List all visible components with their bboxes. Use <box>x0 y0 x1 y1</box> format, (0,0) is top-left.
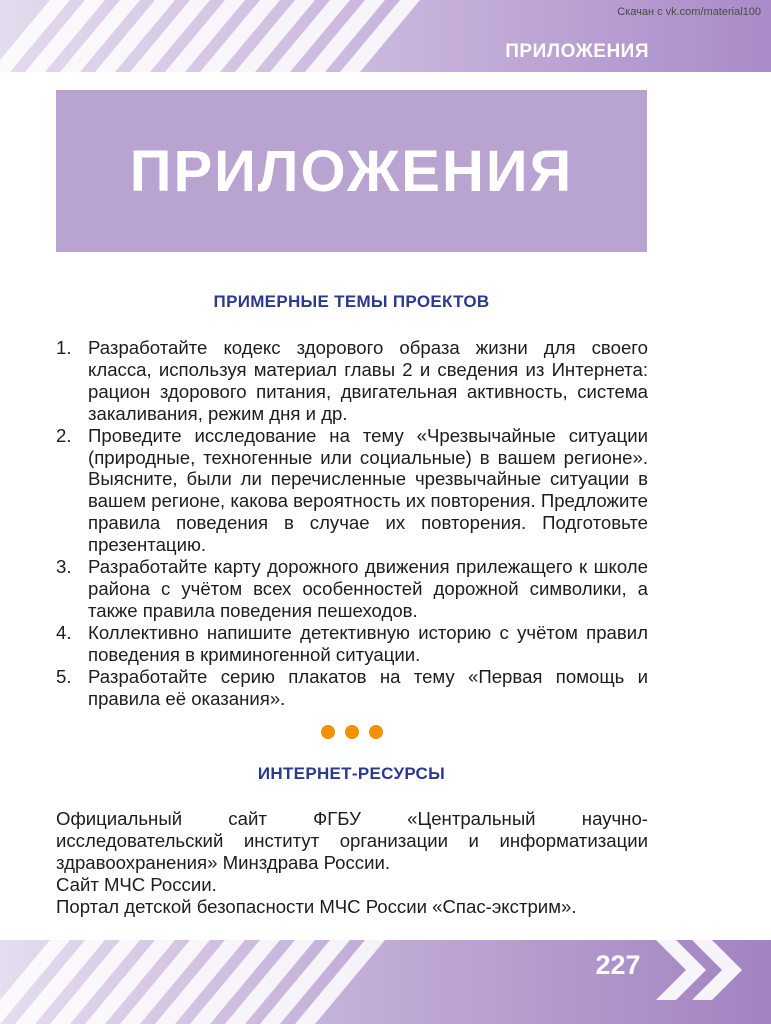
list-item <box>56 556 648 622</box>
item-number: 2. <box>56 424 72 446</box>
list-item <box>56 666 648 710</box>
projects-list <box>56 337 648 709</box>
double-chevron-right-icon <box>652 928 752 1012</box>
page-title: ПРИЛОЖЕНИЯ <box>129 138 574 204</box>
watermark-text: Скачан с vk.com/material100 <box>617 6 761 18</box>
item-text: Проведите исследование на тему «Чрезвычайные ситуации (природные, техногенные или социальные) в вашем регионе». Выясните, были ли перечисленные чрезвычайные ситуации в вашем регионе, какова вероятность их повторения. Предложите правила поведения в случае их повторения. Подготовьте презентацию. <box>88 424 648 556</box>
list-item <box>56 622 648 666</box>
list-item <box>56 337 648 425</box>
list-item <box>56 425 648 556</box>
resource-item: Сайт МЧС России. <box>56 874 217 895</box>
item-text: Коллективно напишите детективную историю с учётом правил поведения в криминогенной ситуации. <box>88 621 648 665</box>
title-banner <box>56 90 647 252</box>
section-label: ПРИЛОЖЕНИЯ <box>505 41 649 62</box>
dot-icon <box>345 725 359 739</box>
page-number: 227 <box>595 950 641 980</box>
dot-icon <box>321 725 335 739</box>
resources-heading: ИНТЕРНЕТ-РЕСУРСЫ <box>257 764 446 783</box>
resources-list <box>56 808 648 918</box>
item-number: 4. <box>56 621 72 643</box>
resource-item: Официальный сайт ФГБУ «Центральный научно-исследовательский институт организации и информатизации здравоохранения» Минздрава России. <box>56 808 648 873</box>
dot-icon <box>369 725 383 739</box>
projects-heading: ПРИМЕРНЫЕ ТЕМЫ ПРОЕКТОВ <box>213 292 490 311</box>
item-text: Разработайте кодекс здорового образа жизни для своего класса, используя материал главы 2 и сведения из Интернета: рацион здорового питания, двигательная активность, система закаливания, режим дня и др. <box>88 337 648 424</box>
item-number: 3. <box>56 556 72 578</box>
separator-dots <box>0 725 703 744</box>
resource-item: Портал детской безопасности МЧС России «Спас-экстрим». <box>56 896 577 917</box>
item-number: 5. <box>56 665 72 687</box>
item-text: Разработайте серию плакатов на тему «Первая помощь и правила её оказания». <box>88 665 648 709</box>
item-number: 1. <box>56 337 72 358</box>
item-text: Разработайте карту дорожного движения прилежащего к школе района с учётом всех особенностей дорожной символики, а также правила поведения пешеходов. <box>88 556 648 621</box>
